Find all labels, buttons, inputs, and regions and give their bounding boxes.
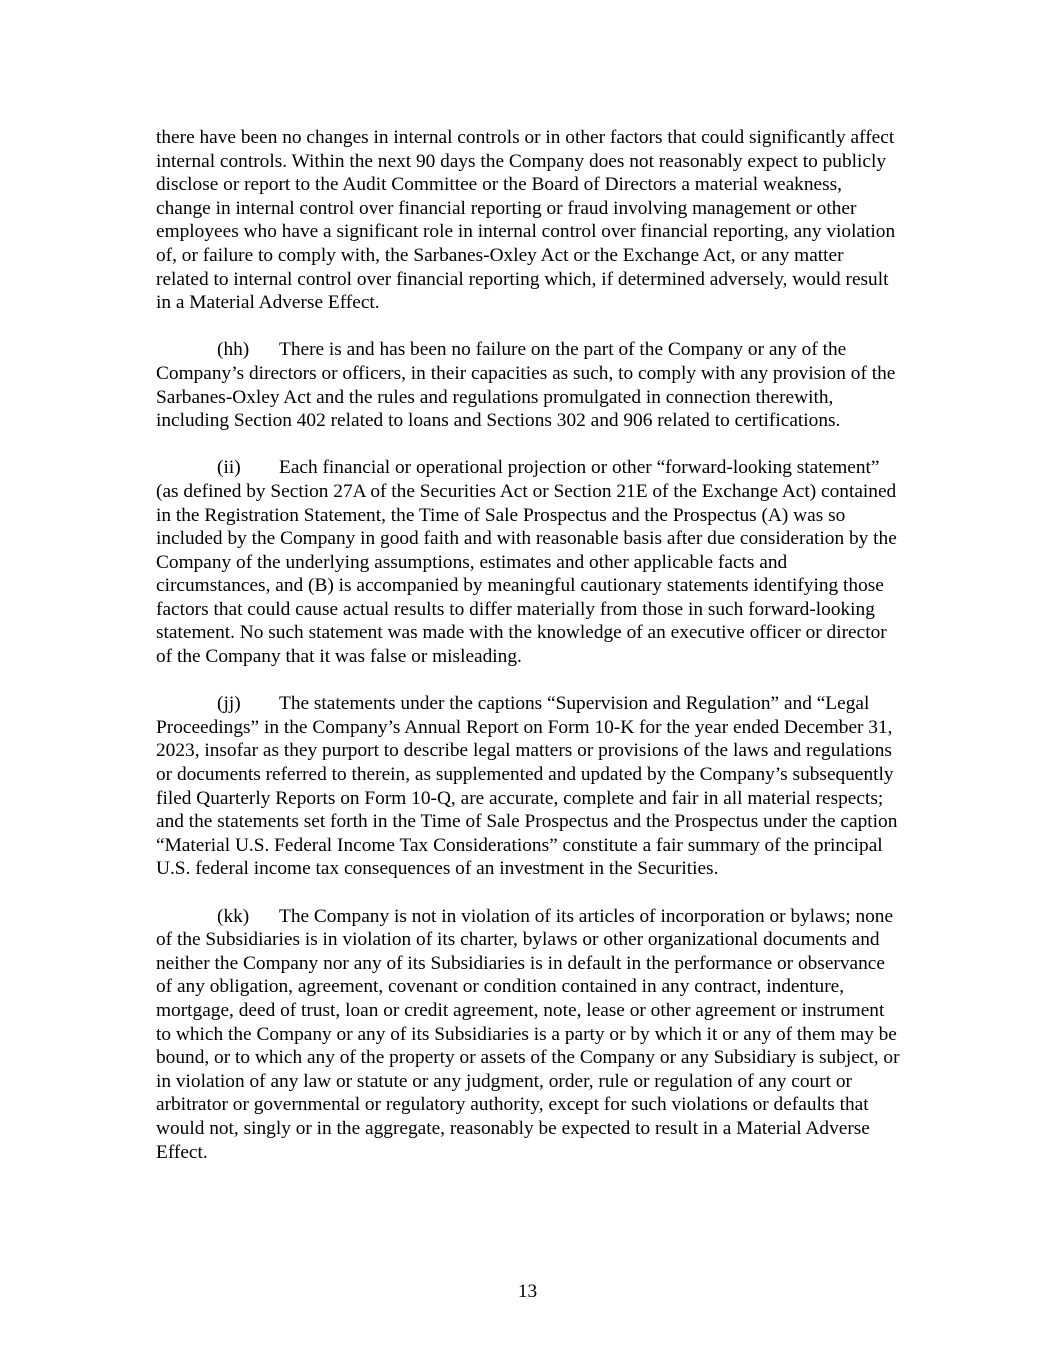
paragraph-hh	[156, 338, 901, 432]
page-number: 13	[517, 1281, 538, 1302]
paragraph-text: Each financial or operational projection or other “forward-looking statement” (as defined by Section 27A of the Securities Act or Section 21E of the Exchange Act) contained in the Registration Statement, the Time of Sale Prospectus and the Prospectus (A) was so included by the Company in good faith and with reasonable basis after due consideration by the Company of the underlying assumptions, estimates and other applicable facts and circumstances, and (B) is accompanied by meaningful cautionary statements identifying those factors that could cause actual results to differ materially from those in such forward-looking statement. No such statement was made with the knowledge of an executive officer or director of the Company that it was false or misleading.	[156, 457, 897, 668]
paragraph-label: (kk)	[217, 905, 250, 927]
paragraph-text: The statements under the captions “Supervision and Regulation” and “Legal Proceedings” in the Company’s Annual Report on Form 10-K for the year ended December 31, 2023, insofar as they purport to describe legal matters or provisions of the laws and regulations or documents referred to therein, as supplemented and updated by the Company’s subsequently filed Quarterly Reports on Form 10-Q, are accurate, complete and fair in all material respects; and the statements set forth in the Time of Sale Prospectus and the Prospectus under the caption “Material U.S. Federal Income Tax Considerations” constitute a fair summary of the principal U.S. federal income tax consequences of an investment in the Securities.	[156, 693, 898, 880]
paragraph-text: there have been no changes in internal controls or in other factors that could significantly affect internal controls. Within the next 90 days the Company does not reasonably expect to publicly disclose or report to the Audit Committee or the Board of Directors a material weakness, change in internal control over financial reporting or fraud involving management or other employees who have a significant role in internal control over financial reporting, any violation of, or failure to comply with, the Sarbanes-Oxley Act or the Exchange Act, or any matter related to internal control over financial reporting which, if determined adversely, would result in a Material Adverse Effect.	[156, 127, 896, 314]
paragraph-label: (jj)	[217, 693, 241, 715]
paragraph-label: (ii)	[217, 457, 241, 479]
paragraph-label: (hh)	[217, 339, 250, 361]
paragraph-continued	[156, 126, 901, 315]
document-body	[156, 126, 901, 1164]
paragraph-kk	[156, 905, 901, 1165]
paragraph-text: The Company is not in violation of its articles of incorporation or bylaws; none of the Subsidiaries is in violation of its charter, bylaws or other organizational documents and neither the Company nor any of its Subsidiaries is in default in the performance or observance of any obligation, agreement, covenant or condition contained in any contract, indenture, mortgage, deed of trust, loan or credit agreement, note, lease or other agreement or instrument to which the Company or any of its Subsidiaries is a party or by which it or any of them may be bound, or to which any of the property or assets of the Company or any Subsidiary is subject, or in violation of any law or statute or any judgment, order, rule or regulation of any court or arbitrator or governmental or regulatory authority, except for such violations or defaults that would not, singly or in the aggregate, reasonably be expected to result in a Material Adverse Effect.	[156, 905, 900, 1163]
paragraph-ii	[156, 456, 901, 668]
paragraph-text: There is and has been no failure on the part of the Company or any of the Company’s directors or officers, in their capacities as such, to comply with any provision of the Sarbanes-Oxley Act and the rules and regulations promulgated in connection therewith, including Section 402 related to loans and Sections 302 and 906 related to certifications.	[156, 339, 896, 432]
paragraph-jj	[156, 692, 901, 881]
